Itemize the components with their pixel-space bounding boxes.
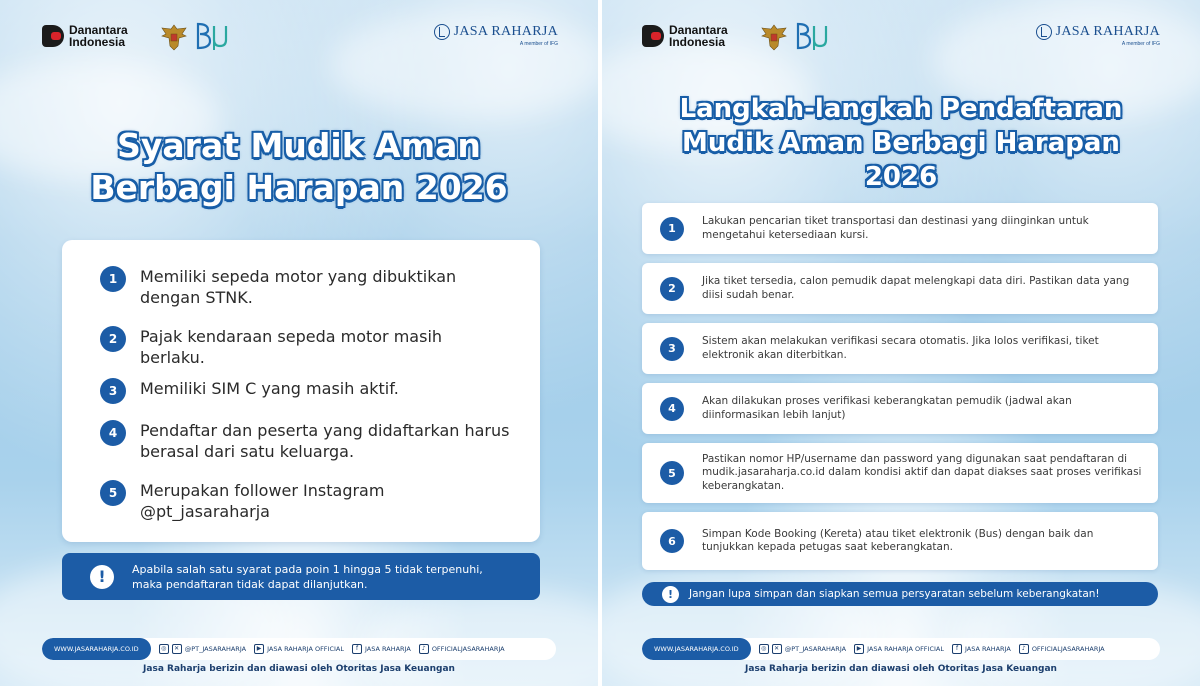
facebook-icon: f	[952, 644, 962, 654]
website-link[interactable]: WWW.JASARAHARJA.CO.ID	[642, 638, 751, 660]
step-number: 6	[660, 529, 684, 553]
ojk-footer-note: Jasa Raharja berizin dan diawasi oleh Otoritas Jasa Keuangan	[745, 664, 1057, 674]
jasa-raharja-emblem-icon	[434, 24, 450, 40]
danantara-line1: Danantara	[69, 23, 128, 37]
steps-title	[602, 92, 1200, 194]
social-instagram-x[interactable]	[759, 644, 846, 654]
jasa-raharja-member-text: A member of IFG	[519, 41, 558, 47]
danantara-line2: Indonesia	[69, 35, 126, 49]
step-number: 4	[660, 397, 684, 421]
instagram-icon: ◎	[159, 644, 169, 654]
jasa-raharja-name: JASA RAHARJA	[453, 24, 558, 39]
requirements-title-line2: Berbagi Harapan 2026	[90, 168, 508, 207]
step-text: Lakukan pencarian tiket transportasi dan destinasi yang diinginkan untuk mengetahui ketersediaan kursi.	[702, 215, 1089, 241]
requirement-number: 5	[100, 480, 126, 506]
step-text: Jika tiket tersedia, calon pemudik dapat melengkapi data diri. Pastikan data yang diisi sudah benar.	[702, 275, 1130, 301]
youtube-handle: JASA RAHARJA OFFICIAL	[267, 645, 344, 653]
requirements-poster	[0, 0, 598, 686]
jasa-raharja-name: JASA RAHARJA	[1055, 24, 1160, 39]
requirement-item	[100, 420, 510, 462]
danantara-mark-icon	[42, 25, 64, 47]
steps-notice	[642, 582, 1158, 606]
tiktok-handle: OFFICIALJASARAHARJA	[1031, 645, 1105, 653]
youtube-icon: ▶	[254, 644, 264, 654]
requirement-number: 3	[100, 378, 126, 404]
facebook-handle: JASA RAHARJA	[965, 645, 1011, 653]
step-number: 1	[660, 217, 684, 241]
ojk-footer-note: Jasa Raharja berizin dan diawasi oleh Otoritas Jasa Keuangan	[143, 664, 455, 674]
danantara-mark-icon	[642, 25, 664, 47]
requirements-title	[0, 125, 598, 209]
instagram-handle: @PT_JASARAHARJA	[184, 645, 247, 653]
facebook-handle: JASA RAHARJA	[365, 645, 411, 653]
social-tiktok[interactable]	[1019, 644, 1105, 654]
requirement-item	[100, 266, 510, 308]
garuda-emblem-icon	[760, 22, 788, 52]
social-youtube[interactable]	[854, 644, 944, 654]
x-icon: ✕	[172, 644, 182, 654]
youtube-icon: ▶	[854, 644, 864, 654]
steps-title-line3: 2026	[864, 162, 938, 192]
jasa-raharja-member-text: A member of IFG	[1121, 41, 1160, 47]
footer-bar	[642, 638, 1160, 660]
youtube-handle: JASA RAHARJA OFFICIAL	[867, 645, 944, 653]
requirement-number: 1	[100, 266, 126, 292]
steps-title-line2: Mudik Aman Berbagi Harapan	[682, 128, 1120, 158]
requirement-item	[100, 326, 510, 368]
social-facebook[interactable]	[952, 644, 1011, 654]
step-text: Simpan Kode Booking (Kereta) atau tiket elektronik (Bus) dengan baik dan tunjukkan kepada petugas saat keberangkatan.	[702, 527, 1094, 553]
step-text: Pastikan nomor HP/username dan password yang digunakan saat pendaftaran di mudik.jasaraharja.co.id dalam kondisi aktif dan dapat diakses saat proses verifikasi keberangkatan.	[702, 452, 1142, 492]
bumn-logo-icon	[794, 20, 834, 54]
step-number: 3	[660, 337, 684, 361]
x-icon: ✕	[772, 644, 782, 654]
danantara-line1: Danantara	[669, 23, 728, 37]
requirement-text: Memiliki sepeda motor yang dibuktikan dengan STNK.	[140, 267, 457, 307]
requirement-item	[100, 378, 510, 404]
requirement-number: 4	[100, 420, 126, 446]
step-item	[642, 383, 1158, 434]
step-item	[642, 323, 1158, 374]
step-item	[642, 443, 1158, 503]
step-number: 5	[660, 461, 684, 485]
notice-text: Jangan lupa simpan dan siapkan semua persyaratan sebelum keberangkatan!	[689, 588, 1100, 600]
notice-line2: maka pendaftaran tidak dapat dilanjutkan.	[132, 577, 368, 591]
notice-line1: Apabila salah satu syarat pada poin 1 hingga 5 tidak terpenuhi,	[132, 562, 483, 576]
social-tiktok[interactable]	[419, 644, 505, 654]
requirement-text: Merupakan follower Instagram @pt_jasaraharja	[140, 481, 385, 521]
jasa-raharja-logo	[434, 24, 558, 47]
step-number: 2	[660, 277, 684, 301]
step-item	[642, 263, 1158, 314]
requirement-text: Pendaftar dan peserta yang didaftarkan harus berasal dari satu keluarga.	[140, 421, 510, 461]
social-youtube[interactable]	[254, 644, 344, 654]
instagram-handle: @PT_JASARAHARJA	[784, 645, 847, 653]
garuda-emblem-icon	[160, 22, 188, 52]
requirement-text: Memiliki SIM C yang masih aktif.	[140, 379, 399, 398]
step-text: Akan dilakukan proses verifikasi keberangkatan pemudik (jadwal akan diinformasikan lebih lanjut)	[702, 395, 1072, 421]
tiktok-icon: ♪	[1019, 644, 1029, 654]
footer-bar	[42, 638, 556, 660]
social-facebook[interactable]	[352, 644, 411, 654]
danantara-logo	[42, 24, 128, 48]
step-text: Sistem akan melakukan verifikasi secara otomatis. Jika lolos verifikasi, tiket elektronik akan diterbitkan.	[702, 335, 1099, 361]
requirements-title-line1: Syarat Mudik Aman	[117, 126, 481, 165]
requirement-item	[100, 480, 510, 522]
requirement-text: Pajak kendaraan sepeda motor masih berlaku.	[140, 327, 443, 367]
facebook-icon: f	[352, 644, 362, 654]
jasa-raharja-logo	[1036, 24, 1160, 47]
requirement-number: 2	[100, 326, 126, 352]
step-item	[642, 512, 1158, 570]
website-link[interactable]: WWW.JASARAHARJA.CO.ID	[42, 638, 151, 660]
danantara-logo	[642, 24, 728, 48]
registration-steps-poster	[602, 0, 1200, 686]
steps-title-line1: Langkah-langkah Pendaftaran	[679, 94, 1123, 124]
jasa-raharja-emblem-icon	[1036, 24, 1052, 40]
requirements-card	[62, 240, 540, 542]
danantara-line2: Indonesia	[669, 35, 726, 49]
instagram-icon: ◎	[759, 644, 769, 654]
requirements-notice	[62, 553, 540, 600]
exclamation-icon: !	[662, 586, 679, 603]
exclamation-icon: !	[90, 565, 114, 589]
step-item	[642, 203, 1158, 254]
bumn-logo-icon	[194, 20, 234, 54]
social-instagram-x[interactable]	[159, 644, 246, 654]
tiktok-handle: OFFICIALJASARAHARJA	[431, 645, 505, 653]
tiktok-icon: ♪	[419, 644, 429, 654]
